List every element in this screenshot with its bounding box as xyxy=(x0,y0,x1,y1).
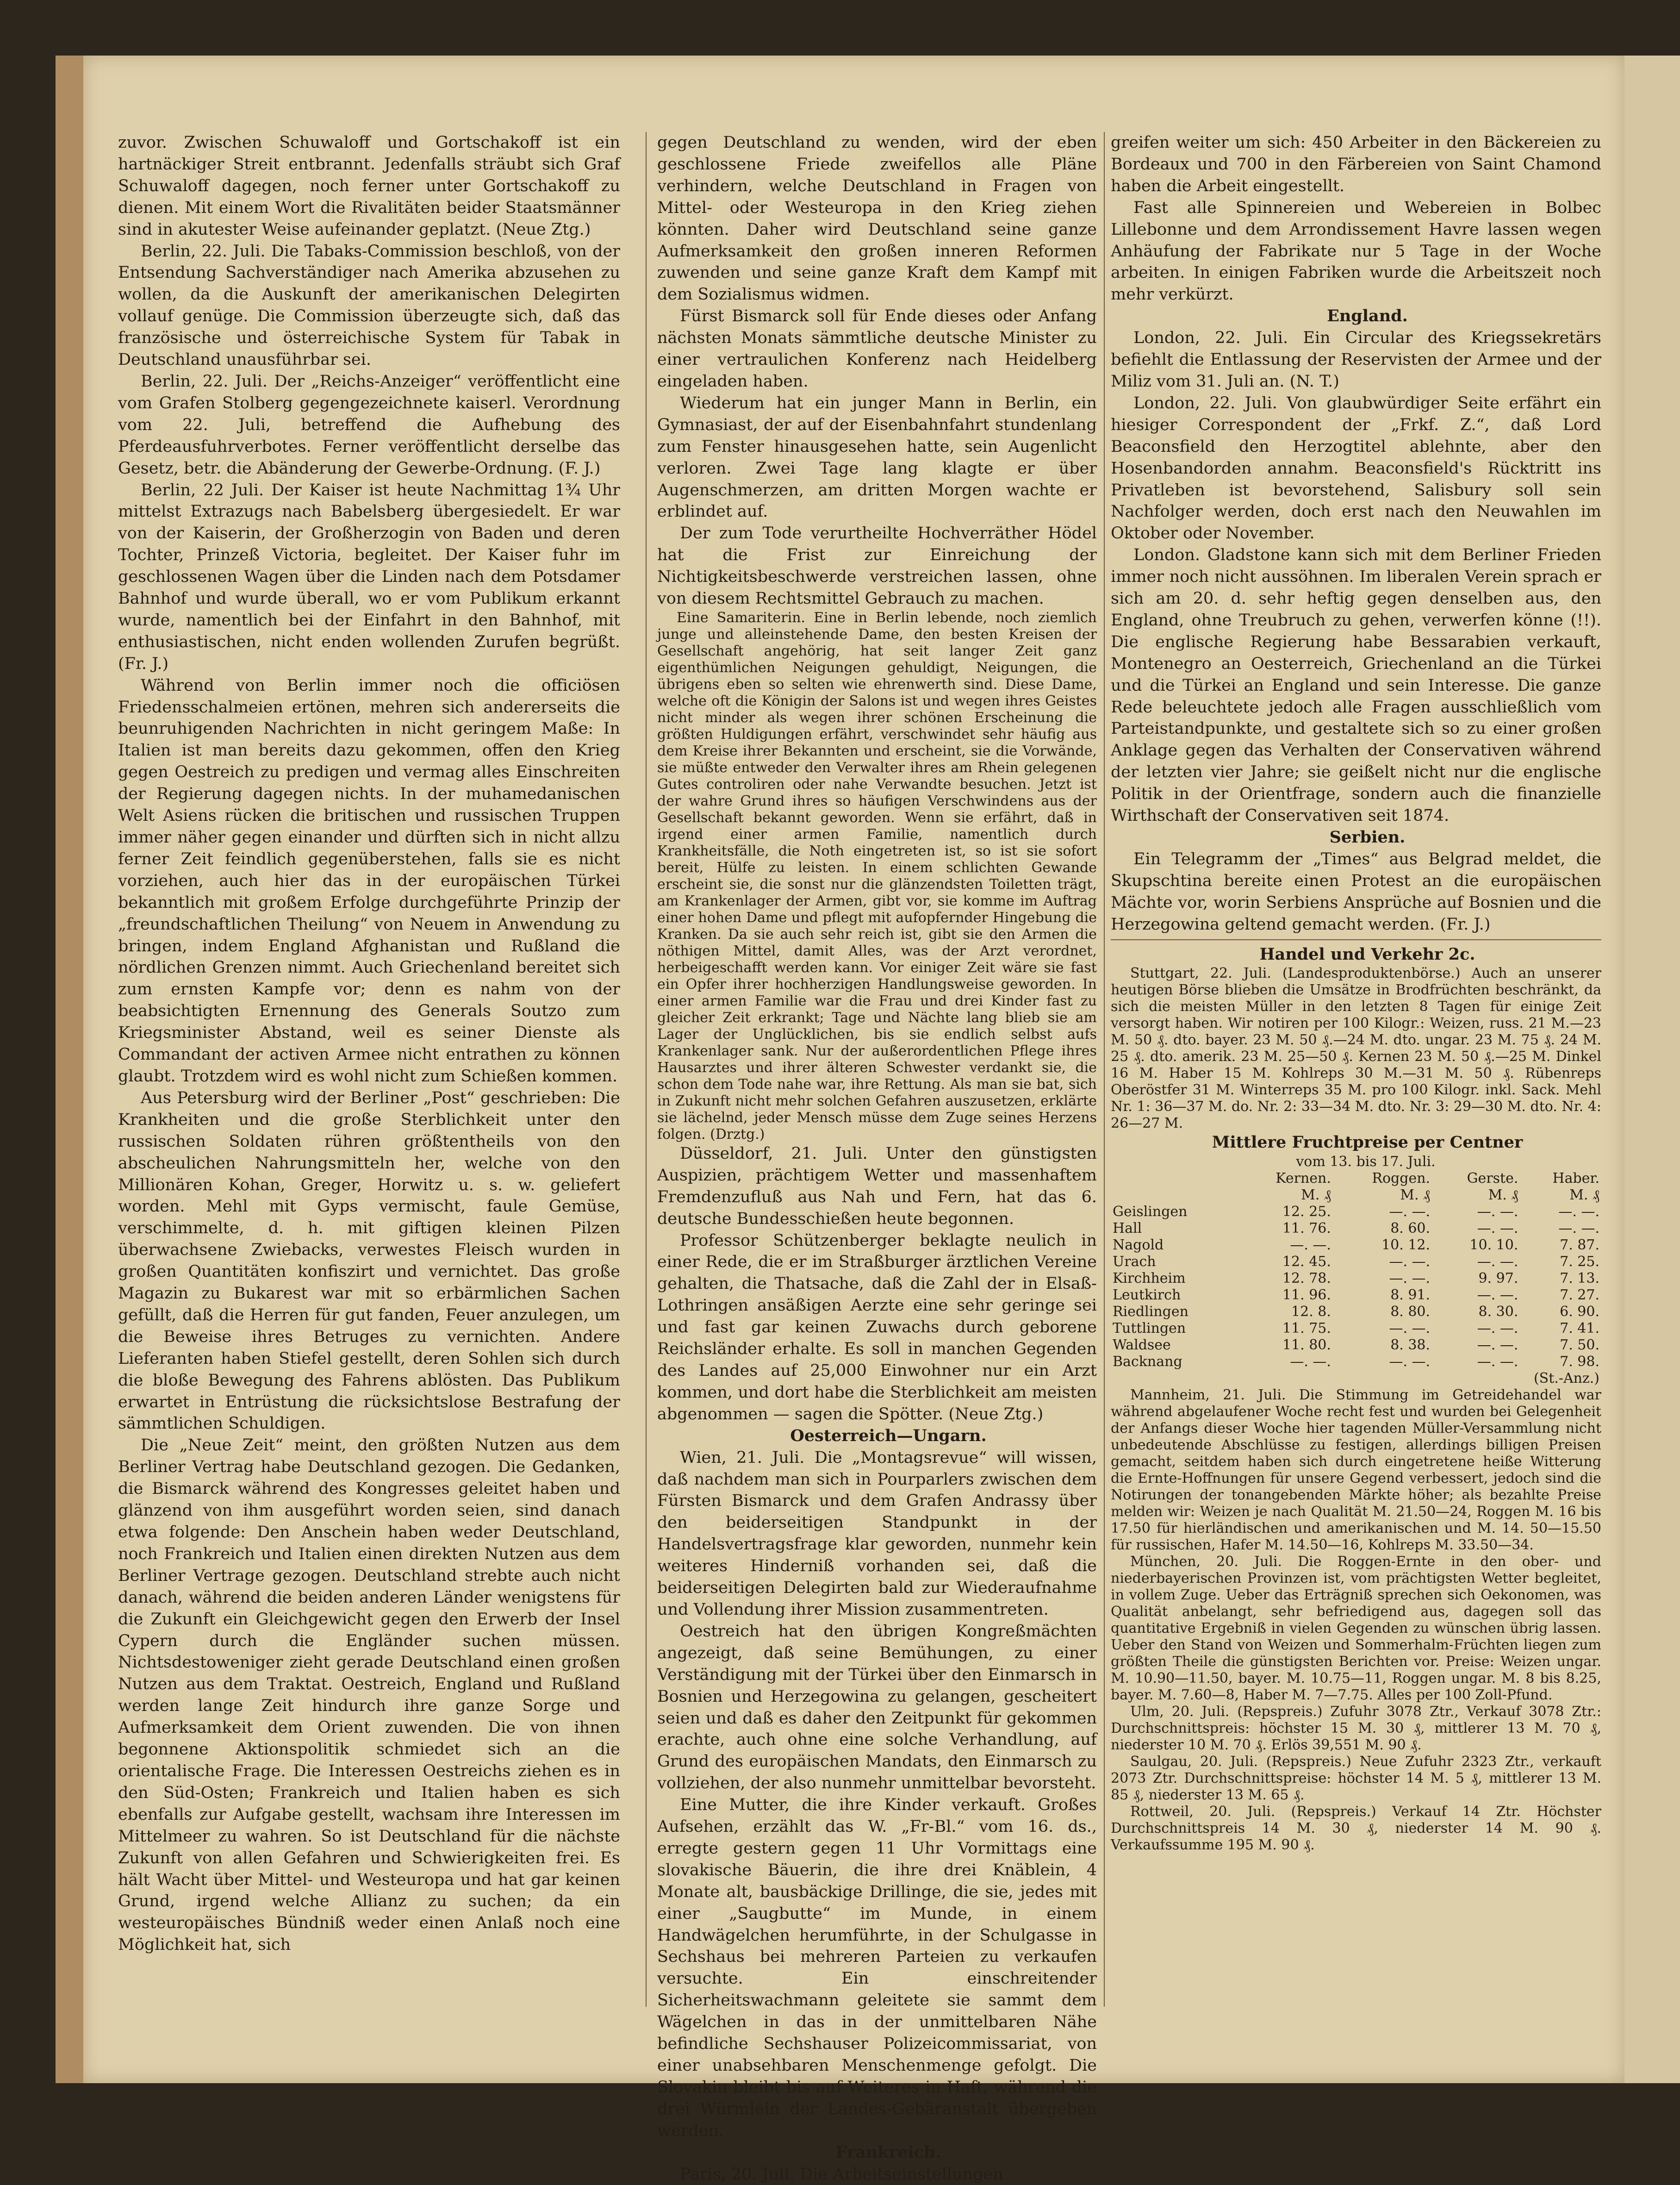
table-cell: 7. 50. xyxy=(1560,1337,1599,1354)
article-paragraph: zuvor. Zwischen Schuwaloff und Gortschakoff ist ein hartnäckiger Streit entbrannt. Jedenfalls sträubt sich Graf Schuwaloff dagegen, noch ferner unter Gortschakoff zu dienen. Mit einem Wort die Rivalitäten beider Staatsmänner sind in akutester Weise aufeinander geplatzt. (Neue Ztg.) xyxy=(118,133,620,239)
table-cell: —. —. xyxy=(1389,1320,1431,1337)
table-row xyxy=(1111,1320,1601,1337)
table-cell: 7. 98. xyxy=(1560,1354,1599,1370)
article-paragraph: Paris, 20. Juli. Die Arbeitseinstellungen xyxy=(680,2165,1003,2184)
prices-heading: Mittlere Fruchtpreise per Centner xyxy=(1212,1133,1523,1152)
table-cell: —. —. xyxy=(1389,1254,1431,1270)
table-cell: 8. 80. xyxy=(1390,1304,1431,1320)
article-paragraph: Die „Neue Zeit“ meint, den größten Nutzen aus dem Berliner Vertrag habe Deutschland gezogen. Die Gedanken, die Bismarck während des Kongresses geleitet haben und glänzend von ihm ausgeführt worden seien, sind danach etwa folgende: Den Anschein haben weder Deutschland, noch Frankreich und Italien einen direkten Nutzen aus dem Berliner Vertrage gezogen. Deutschland strebte auch nicht danach, während die beiden anderen Länder wenigstens für die Zukunft ein Gleichgewicht gegen den Erwerb der Insel Cypern durch die Engländer suchen müssen. Nichtsdestoweniger zieht gerade Deutschland einen großen Nutzen aus dem Traktat. Oestreich, England und Rußland werden lange Zeit hindurch ihre ganze Sorge und Aufmerksamkeit dem Orient zuwenden. Die von ihnen begonnene Aktionspolitik schmiedet sich an die orientalische Frage. Die Interessen Oestreichs ziehen es in den Süd-Osten; Frankreich und Italien haben es sich ebenfalls zur Aufgabe gestellt, wachsam ihre Interessen im Mittelmeer zu wahren. So ist Deutschland für die nächste Zukunft von allen Gefahren und Schwierigkeiten frei. Es hält Wacht über Mittel- und Westeuropa und hat gar keinen Grund, irgend welche Allianz zu suchen; da ein westeuropäisches Bündniß weder einen Anlaß noch eine Möglichkeit hat, sich xyxy=(118,1436,620,1954)
table-cell: 8. 91. xyxy=(1390,1287,1431,1304)
article-paragraph: Fast alle Spinnereien und Webereien in Bolbec Lillebonne und dem Arrondissement Havre lassen wegen Anhäufung der Fabrikate nur 5 Tage in der Woche arbeiten. In einigen Fabriken wurde die Arbeitszeit noch mehr verkürzt. xyxy=(1111,198,1601,304)
table-cell: 7. 41. xyxy=(1560,1320,1599,1337)
table-header: Gerste. xyxy=(1467,1170,1518,1187)
table-cell: 12. 8. xyxy=(1291,1304,1331,1320)
table-cell: —. —. xyxy=(1477,1254,1518,1270)
table-cell: 11. 76. xyxy=(1282,1220,1331,1237)
article-paragraph: Wiederum hat ein junger Mann in Berlin, ein Gymnasiast, der auf der Eisenbahnfahrt stundenlang zum Fenster hinausgesehen hatte, sein Augenlicht verloren. Zwei Tage lang klagte er über Augenschmerzen, am dritten Morgen wachte er erblindet auf. xyxy=(657,393,1097,521)
table-cell: —. —. xyxy=(1389,1204,1431,1220)
table-cell: 7. 27. xyxy=(1560,1287,1599,1304)
article-paragraph: Berlin, 22. Juli. Der „Reichs-Anzeiger“ veröffentlicht eine vom Grafen Stolberg gegengezeichnete kaiserl. Verordnung vom 22. Juli, betreffend die Aufhebung des Pferdeausfuhrverbotes. Ferner veröffentlicht derselbe das Gesetz, betr. die Abänderung der Gewerbe-Ordnung. (F. J.) xyxy=(118,372,620,478)
table-cell: —. —. xyxy=(1558,1220,1599,1237)
table-cell: Kirchheim xyxy=(1113,1270,1186,1287)
section-heading-england: England. xyxy=(1327,306,1408,326)
article-paragraph: Saulgau, 20. Juli. (Repspreis.) Neue Zufuhr 2323 Ztr., verkauft 2073 Ztr. Durchschnittspreise: höchster 14 M. 5 ₰, mittlerer 13 M. 85 ₰, niederster 13 M. 65 ₰. xyxy=(1111,1754,1601,1804)
table-cell: —. —. xyxy=(1477,1337,1518,1354)
table-unit: M. ₰ xyxy=(1301,1187,1331,1204)
table-cell: —. —. xyxy=(1558,1204,1599,1220)
table-cell: 12. 78. xyxy=(1282,1270,1331,1287)
table-row xyxy=(1111,1304,1601,1320)
table-cell: —. —. xyxy=(1477,1204,1518,1220)
table-cell: 8. 38. xyxy=(1390,1337,1431,1354)
divider xyxy=(1111,939,1601,940)
article-paragraph: Fürst Bismarck soll für Ende dieses oder Anfang nächsten Monats sämmtliche deutsche Minister zu einer vertraulichen Konferenz nach Heidelberg eingeladen haben. xyxy=(657,307,1097,391)
column-2 xyxy=(657,132,1097,2185)
table-row xyxy=(1111,1237,1601,1254)
table-row xyxy=(1111,1204,1601,1220)
article-paragraph: Wien, 21. Juli. Die „Montagsrevue“ will wissen, daß nachdem man sich in Pourparlers zwischen dem Fürsten Bismarck und dem Grafen Andrassy über den beiderseitigen Standpunkt in der Handelsvertragsfrage klar geworden, nunmehr kein weiteres Hinderniß vorhanden sei, daß die beiderseitigen Delegirten bald zur Wiederaufnahme und Vollendung ihrer Mission zusammentreten. xyxy=(657,1448,1097,1619)
table-row xyxy=(1111,1220,1601,1237)
table-units-row xyxy=(1111,1187,1601,1204)
column-1 xyxy=(118,132,620,1956)
table-cell: Urach xyxy=(1113,1254,1156,1270)
table-cell: Hall xyxy=(1113,1220,1142,1237)
table-cell: Tuttlingen xyxy=(1113,1320,1186,1337)
prices-subheading: vom 13. bis 17. Juli. xyxy=(1296,1154,1436,1170)
section-heading-serbia: Serbien. xyxy=(1329,828,1406,847)
table-cell: —. —. xyxy=(1290,1237,1331,1254)
table-cell: —. —. xyxy=(1477,1220,1518,1237)
article-paragraph: greifen weiter um sich: 450 Arbeiter in den Bäckereien zu Bordeaux und 700 in den Färbereien von Saint Chamond haben die Arbeit eingestellt. xyxy=(1111,133,1601,195)
table-cell: —. —. xyxy=(1290,1354,1331,1370)
table-cell: —. —. xyxy=(1477,1320,1518,1337)
table-row xyxy=(1111,1287,1601,1304)
table-cell: 7. 13. xyxy=(1560,1270,1599,1287)
table-row xyxy=(1111,1337,1601,1354)
article-paragraph: Düsseldorf, 21. Juli. Unter den günstigsten Auspizien, prächtigem Wetter und massenhaftem Fremdenzufluß aus Nah und Fern, hat das 6. deutsche Bundesschießen heute begonnen. xyxy=(657,1144,1097,1228)
table-row xyxy=(1111,1354,1601,1370)
table-cell: Riedlingen xyxy=(1113,1304,1188,1320)
next-page-edge xyxy=(1624,56,1680,2083)
article-paragraph: Oestreich hat den übrigen Kongreßmächten angezeigt, daß seine Bemühungen, zu einer Verständigung mit der Türkei über den Einmarsch in Bosnien und Herzegowina zu gelangen, gescheitert seien und daß es daher den Zeitpunkt für gekommen erachte, auch ohne eine solche Verhandlung, auf Grund des europäischen Mandats, den Einmarsch zu vollziehen, der also nunmehr unmittelbar bevorsteht. xyxy=(657,1622,1097,1793)
column-3 xyxy=(1111,132,1601,1854)
table-cell: 11. 80. xyxy=(1282,1337,1331,1354)
column-rule xyxy=(1104,132,1105,2007)
article-paragraph: London. Gladstone kann sich mit dem Berliner Frieden immer noch nicht aussöhnen. Im liberalen Verein sprach er sich am 20. d. sehr heftig gegen denselben aus, den England, ohne Treubruch zu gehen, verwerfen könne (!!). Die englische Regierung habe Bessarabien verkauft, Montenegro an Oesterreich, Griechenland an die Türkei und die Türkei an England und sein Interesse. Die ganze Rede beleuchtete jedoch alle Fragen ausschließlich vom Parteistandpunkte, und gestaltete sich so zu einer großen Anklage gegen das Verhalten der Conservativen während der letzten vier Jahre; sie geißelt nicht nur die englische Politik in der Orientfrage, sondern auch die finanzielle Wirthschaft der Conservativen seit 1874. xyxy=(1111,546,1601,825)
table-header: Roggen. xyxy=(1372,1170,1431,1187)
table-header: Kernen. xyxy=(1276,1170,1331,1187)
table-cell: 6. 90. xyxy=(1560,1304,1599,1320)
table-cell: 12. 25. xyxy=(1282,1204,1331,1220)
article-paragraph: Ulm, 20. Juli. (Repspreis.) Zufuhr 3078 Ztr., Verkauf 3078 Ztr.: Durchschnittspreis: höchster 15 M. 30 ₰, mittlerer 13 M. 70 ₰, niederster 10 M. 70 ₰. Erlös 39,551 M. 90 ₰. xyxy=(1111,1704,1601,1754)
table-cell: —. —. xyxy=(1477,1354,1518,1370)
table-cell: 10. 10. xyxy=(1469,1237,1518,1254)
article-paragraph: gegen Deutschland zu wenden, wird der eben geschlossene Friede zweifellos alle Pläne verhindern, welche Deutschland in Fragen von Mittel- oder Westeuropa in den Krieg ziehen könnten. Daher wird Deutschland seine ganze Aufmerksamkeit den großen inneren Reformen zuwenden und seine ganze Kraft dem Kampf mit dem Sozialismus widmen. xyxy=(657,133,1097,304)
table-row xyxy=(1111,1254,1601,1270)
table-cell: Nagold xyxy=(1113,1237,1164,1254)
section-heading-france: Frankreich. xyxy=(835,2142,941,2162)
table-header-row xyxy=(1111,1170,1601,1187)
table-cell: 10. 12. xyxy=(1381,1237,1431,1254)
table-cell: Waldsee xyxy=(1113,1337,1171,1354)
section-heading-trade: Handel und Verkehr 2c. xyxy=(1259,944,1475,964)
article-paragraph: Während von Berlin immer noch die officiösen Friedensschalmeien ertönen, mehren sich andererseits die beunruhigenden Nachrichten in nicht geringem Maße: In Italien ist man bereits dazu gekommen, offen den Krieg gegen Oestreich zu predigen und vermag alles Einschreiten der Regierung dagegen nichts. In der muhamedanischen Welt Asiens rücken die britischen und russischen Truppen immer näher gegen einander und dürften sich in nicht allzu ferner Zeit feindlich gegenüberstehen, falls sie es nicht vorziehen, auch hier das in der europäischen Türkei bekanntlich mit großem Erfolge durchgeführte Prinzip der „freundschaftlichen Theilung“ von Neuem in Anwendung zu bringen, indem England Afghanistan und Rußland die nördlichen Grenzen nimmt. Auch Griechenland bereitet sich zum ernsten Kampfe vor; denn es nahm von der beabsichtigten Ernennung des Generals Soutzo zum Kriegsminister Abstand, weil es seiner Dienste als Commandant der activen Armee nicht entrathen zu können glaubt. Trotzdem wird es wohl nicht zum Schießen kommen. xyxy=(118,676,620,1086)
article-paragraph: London, 22. Juli. Ein Circular des Kriegssekretärs befiehlt die Entlassung der Reservisten der Armee und der Miliz vom 31. Juli an. (N. T.) xyxy=(1111,329,1601,391)
table-unit: M. ₰ xyxy=(1488,1187,1518,1204)
table-row xyxy=(1111,1270,1601,1287)
table-header xyxy=(1111,1170,1238,1187)
article-paragraph: London, 22. Juli. Von glaubwürdiger Seite erfährt ein hiesiger Correspondent der „Frkf. Z.“, daß Lord Beaconsfield den Herzogtitel ablehnte, aber den Hosenbandorden annahm. Beaconsfield's Rücktritt ins Privatleben ist bevorstehend, Salisbury soll sein Nachfolger werden, doch erst nach den Neuwahlen im Oktober oder November. xyxy=(1111,393,1601,543)
article-paragraph: Stuttgart, 22. Juli. (Landesproduktenbörse.) Auch an unserer heutigen Börse blieben die Umsätze in Brodfrüchten beschränkt, da sich die meisten Müller in den letzten 8 Tagen für einige Zeit versorgt haben. Wir notiren per 100 Kilogr.: Weizen, russ. 21 M.—23 M. 50 ₰. dto. bayer. 23 M. 50 ₰.—24 M. dto. ungar. 23 M. 75 ₰. 24 M. 25 ₰. dto. amerik. 23 M. 25—50 ₰. Kernen 23 M. 50 ₰.—25 M. Dinkel 16 M. Haber 15 M. Kohlreps 30 M.—31 M. 50 ₰. Rübenreps Oberöstfer 31 M. Winterreps 35 M. pro 100 Kilogr. inkl. Sack. Mehl Nr. 1: 36—37 M. do. Nr. 2: 33—34 M. dto. Nr. 3: 29—30 M. dto. Nr. 4: 26—27 M. xyxy=(1111,965,1601,1132)
table-cell: 7. 25. xyxy=(1560,1254,1599,1270)
table-cell: —. —. xyxy=(1477,1287,1518,1304)
table-cell: 11. 96. xyxy=(1282,1287,1331,1304)
table-source-row xyxy=(1111,1370,1601,1387)
article-paragraph: Rottweil, 20. Juli. (Repspreis.) Verkauf 14 Ztr. Höchster Durchschnittspreis 14 M. 30 ₰, niederster 14 M. 90 ₰. Verkaufssumme 195 M. 90 ₰. xyxy=(1111,1804,1601,1854)
table-source: (St.-Anz.) xyxy=(1533,1370,1599,1387)
table-cell: —. —. xyxy=(1389,1270,1431,1287)
article-paragraph: Professor Schützenberger beklagte neulich in einer Rede, die er im Straßburger ärztlichen Vereine gehalten, die Thatsache, daß die Zahl der in Elsaß-Lothringen ansäßigen Aerzte eine sehr geringe sei und fast gar keinen Zuwachs durch geborene Reichsländer erhalte. Es soll in manchen Gegenden des Landes auf 25,000 Einwohner nur ein Arzt kommen, und dort habe die Sterblichkeit am meisten abgenommen — sagen die Spötter. (Neue Ztg.) xyxy=(657,1231,1097,1423)
table-cell: 7. 87. xyxy=(1560,1237,1599,1254)
article-paragraph: Berlin, 22. Juli. Die Tabaks-Commission beschloß, von der Entsendung Sachverständiger nach Amerika abzusehen zu wollen, da die Auskunft der amerikanischen Delegirten vollauf genüge. Die Commission überzeugte sich, daß das französische und österreichische System für Tabak in Deutschland unausführbar sei. xyxy=(118,242,620,369)
table-cell: 11. 75. xyxy=(1282,1320,1331,1337)
book-binding xyxy=(56,56,83,2083)
table-cell: 8. 30. xyxy=(1478,1304,1518,1320)
table-cell: Leutkirch xyxy=(1113,1287,1181,1304)
column-rule xyxy=(646,132,647,2007)
article-paragraph: München, 20. Juli. Die Roggen-Ernte in den ober- und niederbayerischen Provinzen ist, vom prächtigsten Wetter begleitet, in vollem Zuge. Ueber das Erträgniß sprechen sich Oekonomen, was Qualität anbelangt, sehr befriedigend aus, dagegen soll das quantitative Ergebniß in vielen Gegenden zu wünschen übrig lassen. Ueber den Stand von Weizen und Sommerhalm-Früchten liegen zum größten Theile die günstigsten Berichten vor. Preise: Weizen ungar. M. 10.90—11.50, bayer. M. 10.75—11, Roggen ungar. M. 8 bis 8.25, bayer. M. 7.60—8, Haber M. 7—7.75. Alles per 100 Zoll-Pfund. xyxy=(1111,1554,1601,1704)
table-cell: —. —. xyxy=(1389,1354,1431,1370)
article-paragraph: Eine Samariterin. Eine in Berlin lebende, noch ziemlich junge und alleinstehende Dame, den besten Kreisen der Gesellschaft angehörig, hat seit langer Zeit ganz eigenthümlichen Neigungen gehuldigt, Neigungen, die übrigens eben so selten wie ehrenwerth sind. Diese Dame, welche oft die Königin der Salons ist und wegen ihres Geistes nicht minder als wegen ihrer schönen Erscheinung die größten Huldigungen erfährt, verschwindet sehr häufig aus dem Kreise ihrer Bekannten und erscheint, sie die Vorwände, sie müßte entweder den Verwalter ihres am Rhein gelegenen Gutes controliren oder nahe Verwandte besuchen. Jetzt ist der wahre Grund ihres so häufigen Verschwindens aus der Gesellschaft bekannt geworden. Wenn sie erfährt, daß in irgend einer armen Familie, namentlich durch Krankheitsfälle, die Noth eingetreten ist, so ist sie sofort bereit, Hülfe zu leisten. In einem schlichten Gewande erscheint sie, die sonst nur die glänzendsten Toiletten trägt, am Krankenlager der Armen, gibt vor, sie komme im Auftrag einer hohen Dame und pflegt mit aufopfernder Hingebung die Kranken. Da sie auch sehr reich ist, gibt sie den Armen die nöthigen Mittel, damit Alles, was der Arzt verordnet, herbeigeschafft werden kann. Vor einiger Zeit wäre sie fast ein Opfer ihrer hochherzigen Handlungsweise geworden. In einer armen Familie war die Frau und drei Kinder fast zu gleicher Zeit erkrankt; Tage und Nächte lang blieb sie am Lager der Unglücklichen, bis sie endlich selbst aufs Krankenlager sank. Nur der außerordentlichen Pflege ihres Hausarztes und ihrer älteren Schwester verdankt sie, die schon dem Tode nahe war, ihre Rettung. Als man sie bat, sich in Zukunft nicht mehr solchen Gefahren auszusetzen, erklärte sie lächelnd, jeder Mensch müsse dem Zuge seines Herzens folgen. (Drztg.) xyxy=(657,609,1097,1142)
table-cell: 9. 97. xyxy=(1478,1270,1518,1287)
section-heading-austria: Oesterreich—Ungarn. xyxy=(790,1426,987,1445)
table-unit xyxy=(1111,1187,1238,1204)
article-paragraph: Mannheim, 21. Juli. Die Stimmung im Getreidehandel war während abgelaufener Woche recht fest und wurden bei Gelegenheit der Anfangs dieser Woche hier tagenden Müller-Versammlung nicht unbedeutende Abschlüsse zu festigen, allerdings billigen Preisen gemacht, seitdem haben sich durch eingetretene heiße Witterung die Ernte-Hoffnungen für unsere Gegend verbessert, jedoch sind die Notirungen der tonangebenden Märkte höher; als bezahlte Preise melden wir: Weizen je nach Qualität M. 21.50—24, Roggen M. 16 bis 17.50 für hierländischen und amerikanischen und M. 14. 50—15.50 für russischen, Hafer M. 14.50—16, Kohlreps M. 33.50—34. xyxy=(1111,1387,1601,1554)
table-cell: 8. 60. xyxy=(1390,1220,1431,1237)
article-paragraph: Ein Telegramm der „Times“ aus Belgrad meldet, die Skupschtina bereite einen Protest an die europäischen Mächte vor, worin Serbiens Ansprüche auf Bosnien und die Herzegowina geltend gemacht werden. (Fr. J.) xyxy=(1111,849,1601,934)
table-cell: Geislingen xyxy=(1113,1204,1188,1220)
fruit-prices-table xyxy=(1111,1170,1601,1387)
table-cell: 12. 45. xyxy=(1282,1254,1331,1270)
table-unit: M. ₰ xyxy=(1569,1187,1599,1204)
article-paragraph: Berlin, 22 Juli. Der Kaiser ist heute Nachmittag 1¾ Uhr mittelst Extrazugs nach Babelsberg übergesiedelt. Er war von der Kaiserin, der Großherzogin von Baden und deren Tochter, Prinzeß Victoria, begleitet. Der Kaiser fuhr im geschlossenen Wagen über die Linden nach dem Potsdamer Bahnhof und wurde überall, wo er vom Publikum erkannt wurde, namentlich bei der Einfahrt in den Bahnhof, mit enthusiastischen, nicht enden wollenden Zurufen begrüßt. (Fr. J.) xyxy=(118,481,620,673)
table-unit: M. ₰ xyxy=(1400,1187,1431,1204)
article-paragraph: Der zum Tode verurtheilte Hochverräther Hödel hat die Frist zur Einreichung der Nichtigkeitsbeschwerde verstreichen lassen, ohne von diesem Rechtsmittel Gebrauch zu machen. xyxy=(657,524,1097,608)
table-cell: Backnang xyxy=(1113,1354,1182,1370)
article-paragraph: Eine Mutter, die ihre Kinder verkauft. Großes Aufsehen, erzählt das W. „Fr-Bl.“ vom 16. ds., erregte gestern gegen 11 Uhr Vormittags eine slovakische Bäuerin, die ihre drei Knäblein, 4 Monate alt, bausbäckige Drillinge, die sie, jedes mit einer „Saugbutte“ im Munde, in einem Handwägelchen herumführte, in der Schulgasse in Sechshaus bei mehreren Parteien zu verkaufen versuchte. Ein einschreitender Sicherheitswachmann geleitete sie sammt dem Wägelchen in das in der unmittelbaren Nähe befindliche Sechshauser Polizeicommissariat, von einer unabsehbaren Menschenmenge gefolgt. Die Slovakin bleibt bis auf Weiteres in Haft, während die drei Würmlein der Landes-Gebäranstalt übergeben werden. xyxy=(657,1796,1097,2140)
article-paragraph: Aus Petersburg wird der Berliner „Post“ geschrieben: Die Krankheiten und die große Sterblichkeit unter den russischen Soldaten rühren größtentheils von den abscheulichen Nahrungsmitteln her, welche von den Millionären Kohan, Greger, Horwitz u. s. w. geliefert worden. Mehl mit Gyps vermischt, faule Gemüse, verschimmelte, d. h. mit giftigen kleinen Pilzen überwachsene Zwiebacks, verwestes Fleisch wurden in großen Quantitäten konfiszirt und vernichtet. Das große Magazin zu Bukarest war mit so erbärmlichen Sachen gefüllt, daß die Herren für gut fanden, Feuer anzulegen, um die Beweise ihres Betruges zu vernichten. Andere Lieferanten haben Stiefel gestellt, deren Sohlen sich durch die bloße Bewegung des Fahrens ablösten. Das Publikum erwartet in Entrüstung die rücksichtslose Bestrafung der sämmtlichen Schuldigen. xyxy=(118,1088,620,1433)
table-header: Haber. xyxy=(1552,1170,1599,1187)
